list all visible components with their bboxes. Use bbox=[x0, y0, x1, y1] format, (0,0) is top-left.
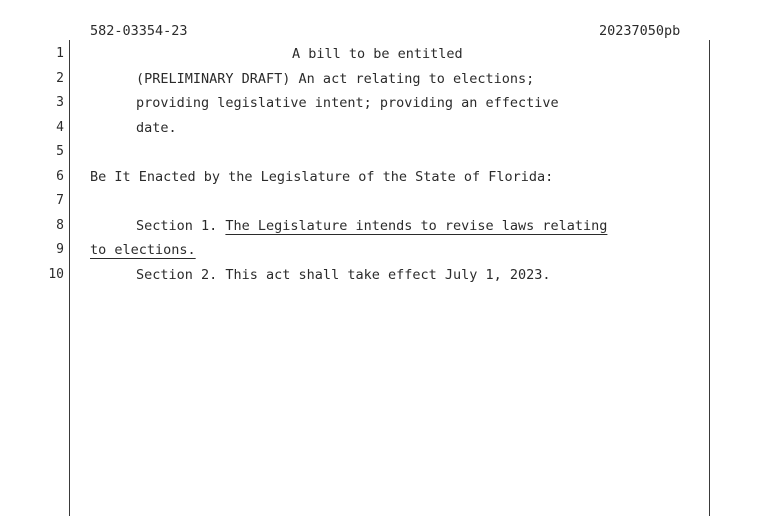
line-number: 2 bbox=[56, 70, 64, 86]
bill-code: 582-03354-23 bbox=[90, 23, 188, 39]
section-1-continuation bbox=[90, 241, 700, 266]
enacting-clause: Be It Enacted by the Legislature of the State of Florida: bbox=[90, 168, 554, 185]
line-number: 8 bbox=[56, 217, 64, 233]
line-number-column bbox=[34, 45, 64, 290]
section-2-line: Section 2. This act shall take effect July 1, 2023. bbox=[136, 266, 551, 283]
section-1-underlined-text: to elections. bbox=[90, 242, 196, 258]
right-margin-rule bbox=[709, 40, 710, 516]
act-description-line: providing legislative intent; providing an effective bbox=[136, 95, 559, 111]
section-1-label: Section 1. bbox=[136, 217, 226, 234]
blank-line bbox=[90, 143, 700, 168]
blank-line bbox=[90, 192, 700, 217]
bill-title-line: A bill to be entitled bbox=[292, 46, 463, 62]
left-margin-rule bbox=[69, 40, 70, 516]
line-number: 7 bbox=[56, 193, 64, 208]
act-description-line: (PRELIMINARY DRAFT) An act relating to elections; bbox=[136, 70, 535, 87]
section-1-line bbox=[90, 217, 700, 242]
bill-text bbox=[90, 45, 700, 290]
line-number: 3 bbox=[56, 95, 64, 110]
line-number: 10 bbox=[48, 266, 64, 282]
line-number: 5 bbox=[56, 144, 64, 159]
section-1-underlined-text: The Legislature intends to revise laws relating bbox=[225, 217, 608, 234]
act-description-line: date. bbox=[136, 119, 177, 136]
line-number: 1 bbox=[56, 46, 64, 61]
line-number: 9 bbox=[56, 242, 64, 257]
line-number: 6 bbox=[56, 168, 64, 184]
draft-code: 20237050pb bbox=[599, 23, 681, 39]
line-number: 4 bbox=[56, 119, 64, 135]
